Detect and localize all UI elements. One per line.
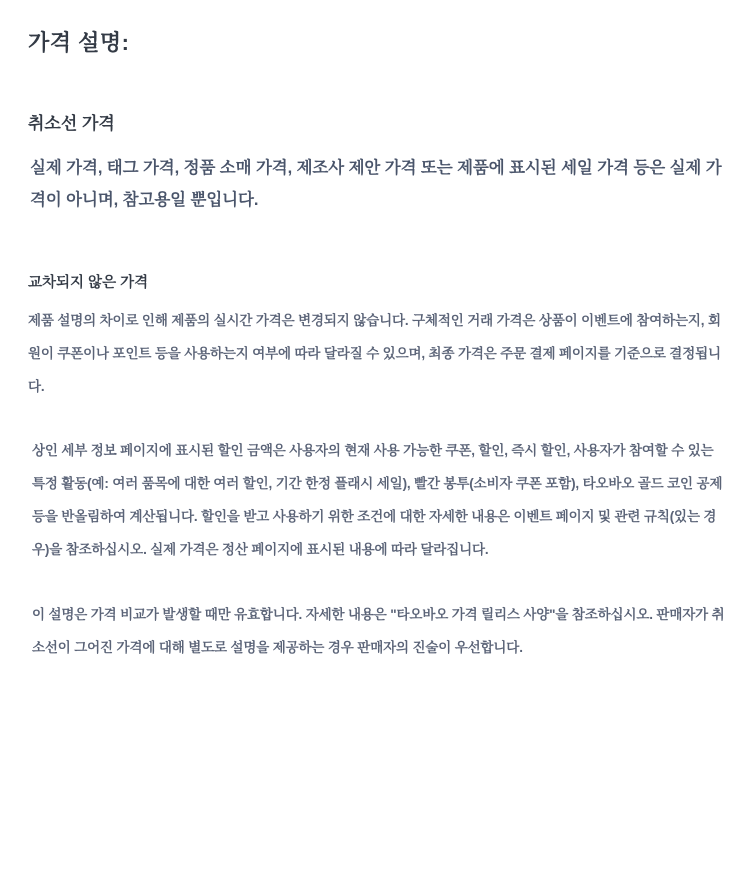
- body-paragraph-2: 상인 세부 정보 페이지에 표시된 할인 금액은 사용자의 현재 사용 가능한 쿠폰, 할인, 즉시 할인, 사용자가 참여할 수 있는 특정 활동(예: 여러 품목에 대한 여러 할인, 기간 한정 플래시 세일), 빨간 봉투(소비자 쿠폰 포함), 타오바오 골드 코인 공제 등을 반올림하여 계산됩니다. 할인을 받고 사용하기 위한 조건에 대한 자세한 내용은 이벤트 페이지 및 관련 규칙(있는 경우)을 참조하십시오. 실제 가격은 정산 페이지에 표시된 내용에 따라 달라집니다.: [32, 442, 723, 557]
- sub-heading-non-crossed-price: 교차되지 않은 가격: [28, 275, 149, 292]
- page-title: 가격 설명:: [28, 30, 130, 55]
- section-heading-strikethrough-price: 취소선 가격: [28, 114, 115, 133]
- body-paragraph-3: 이 설명은 가격 비교가 발생할 때만 유효합니다. 자세한 내용은 "타오바오 가격 릴리스 사양"을 참조하십시오. 판매자가 취소선이 그어진 가격에 대해 별도로 설명을 제공하는 경우 판매자의 진술이 우선합니다.: [32, 606, 725, 655]
- body-paragraph-1: 제품 설명의 차이로 인해 제품의 실시간 가격은 변경되지 않습니다. 구체적인 거래 가격은 상품이 이벤트에 참여하는지, 회원이 쿠폰이나 포인트 등을 사용하는지 여부에 따라 달라질 수 있으며, 최종 가격은 주문 결제 페이지를 기준으로 결정됩니다.: [28, 313, 721, 395]
- lead-paragraph: 실제 가격, 태그 가격, 정품 소매 가격, 제조사 제안 가격 또는 제품에 표시된 세일 가격 등은 실제 가격이 아니며, 참고용일 뿐입니다.: [30, 159, 722, 210]
